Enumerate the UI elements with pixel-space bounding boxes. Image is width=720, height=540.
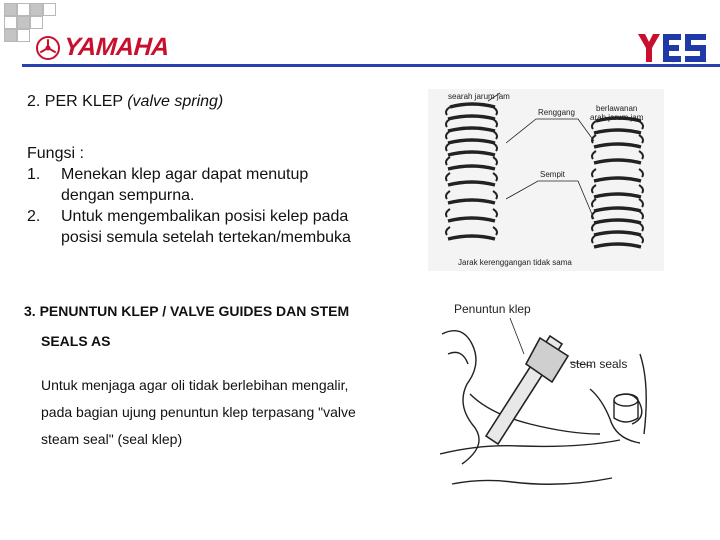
spring-caption: Jarak kerenggangan tidak sama (458, 258, 572, 267)
label-wide: Renggang (538, 108, 575, 117)
function-list (27, 143, 427, 248)
yamaha-logo (36, 33, 169, 62)
function-label: Fungsi : (27, 145, 84, 162)
yes-logo (636, 32, 708, 64)
brand-name: YAMAHA (63, 33, 170, 61)
label-valve-guide: Penuntun klep (454, 302, 531, 316)
section-3-body: Untuk menjaga agar oli tidak berlebihan mengalir, pada bagian ujung penuntun klep terpasang "valve steam seal" (seal klep) (41, 377, 356, 447)
valve-guide-figure (440, 294, 654, 500)
label-narrow: Sempit (540, 170, 565, 179)
list-item: 1. Menekan klep agar dapat menutup dengan sempurna. (27, 166, 309, 204)
label-counterclockwise-1: berlawanan (596, 104, 638, 113)
list-item: 2. Untuk mengembalikan posisi kelep pada posisi semula setelah tertekan/membuka (27, 208, 351, 246)
stem-seal-detail (614, 394, 638, 422)
label-stem-seals: stem seals (570, 357, 628, 371)
valve-guide-stem (486, 336, 568, 444)
label-counterclockwise-2: arah jarum jam (590, 113, 644, 122)
header-rule (22, 64, 720, 67)
tuning-fork-icon (36, 36, 60, 60)
valve-spring-figure (428, 89, 664, 271)
label-clockwise: searah jarum jam (448, 92, 510, 101)
section-3-title: 3. PENUNTUN KLEP / VALVE GUIDES DAN STEM SEALS AS (24, 303, 350, 349)
left-spring-illustration (446, 104, 497, 239)
right-spring-illustration (592, 118, 643, 247)
section-2-title: 2. PER KLEP (valve spring) (27, 93, 224, 110)
